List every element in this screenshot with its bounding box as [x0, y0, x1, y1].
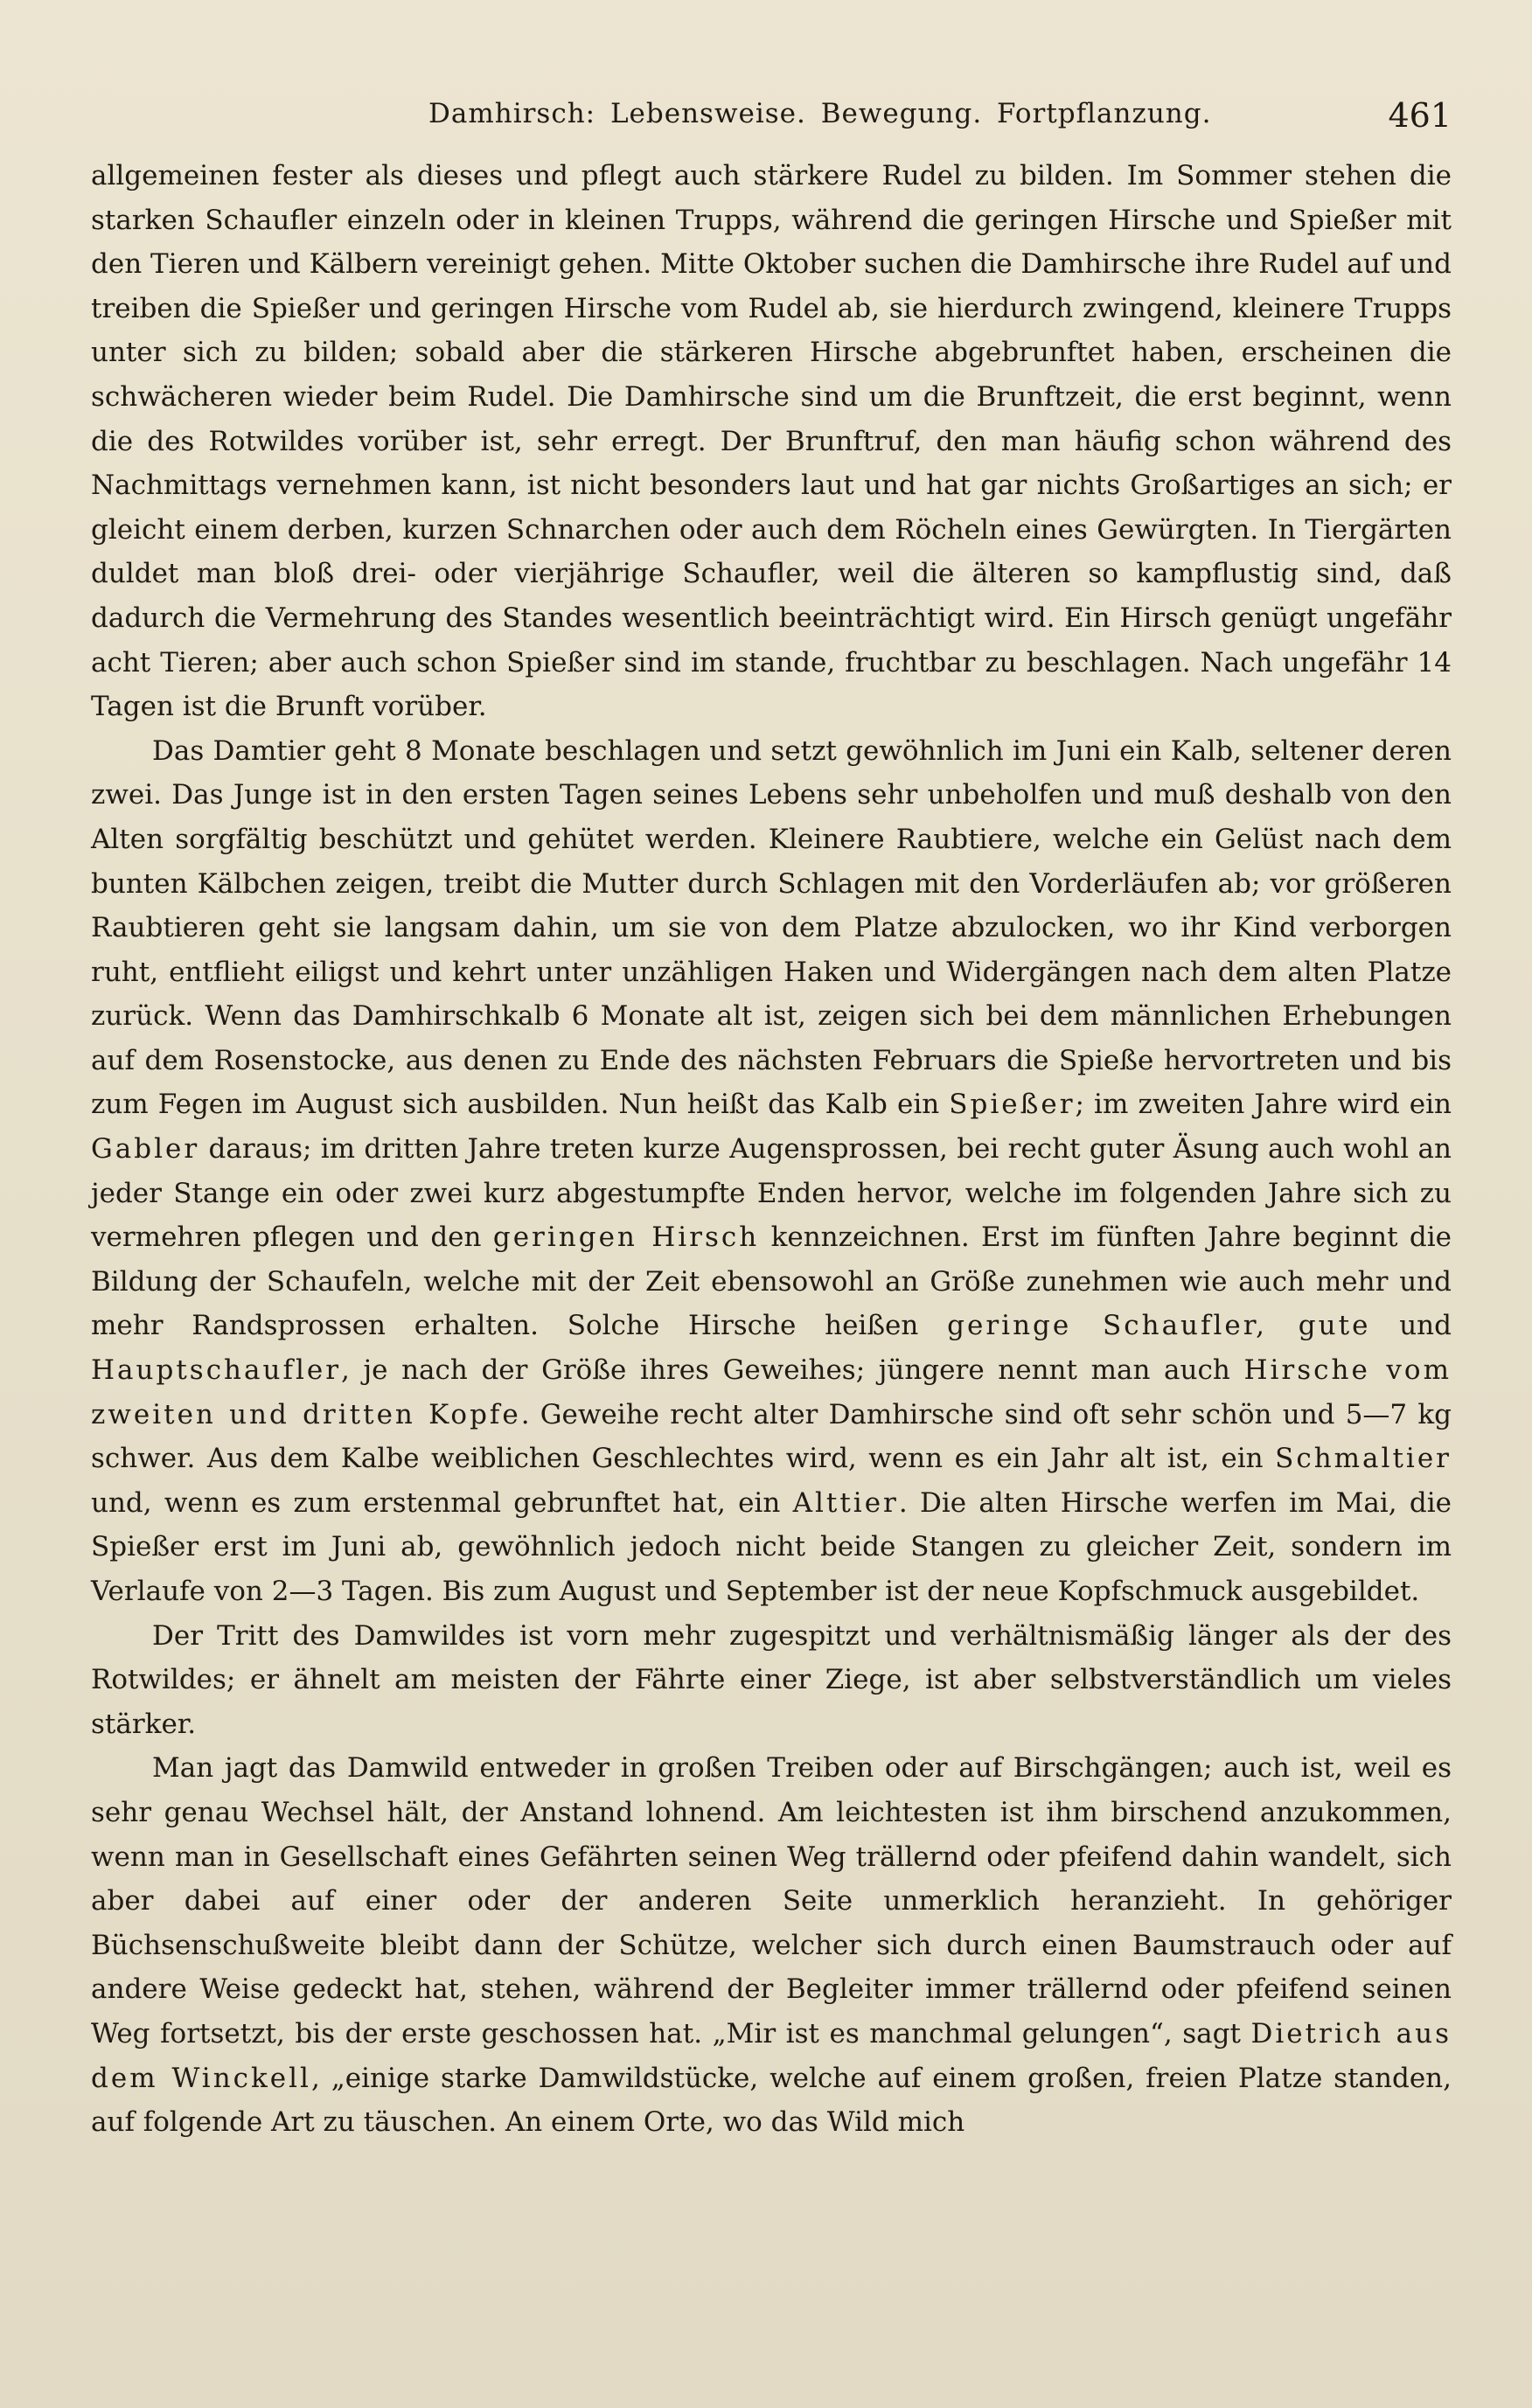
- paragraph-4: [91, 1746, 1452, 2144]
- spaced-term: Alttier: [792, 1486, 899, 1519]
- text-run: Man jagt das Damwild entweder in großen Treiben oder auf Birschgängen; auch ist, weil es sehr genau Wechsel hält, der Anstand lohnend. Am leichtesten ist ihm birschend anzukommen, wenn man in Gesellschaft eines Gefährten seinen Weg trällernd oder pfeifend dahin wandelt, sich aber dabei auf einer oder der anderen Seite unmerklich heranzieht. In gehöriger Büchsenschußweite bleibt dann der Schütze, welcher sich durch einen Baumstrauch oder auf andere Weise gedeckt hat, stehen, während der Begleiter immer trällernd oder pfeifend seinen Weg fortsetzt, bis der erste geschossen hat. „Mir ist es manchmal gelungen“, sagt: [91, 1752, 1452, 2050]
- spaced-term: geringe Schaufler, gute: [947, 1310, 1371, 1342]
- spaced-term: Dietrich aus dem Winckell: [91, 2017, 1452, 2094]
- text-run: . Die alten Hirsche werfen im Mai, die Spießer erst im Juni ab, gewöhnlich jedoch nicht beide Stangen zu gleicher Zeit, sondern im Verlaufe von 2—3 Tagen. Bis zum August und September ist der neue Kopfschmuck ausgebildet.: [91, 1486, 1452, 1607]
- text-run: und: [1370, 1310, 1452, 1342]
- running-head: [87, 84, 1453, 136]
- spaced-term: Schmaltier: [1275, 1443, 1452, 1475]
- body-text: [91, 154, 1452, 2145]
- paragraph-2: [91, 729, 1452, 1614]
- text-run: , je nach der Größe ihres Geweihes; jüngere nennt man auch: [341, 1354, 1244, 1387]
- text-run: Das Damtier geht 8 Monate beschlagen und setzt gewöhnlich im Juni ein Kalb, seltener deren zwei. Das Junge ist in den ersten Tagen seines Lebens sehr unbeholfen und muß deshalb von den Alten sorgfältig beschützt und gehütet werden. Kleinere Raubtiere, welche ein Gelüst nach dem bunten Kälbchen zeigen, treibt die Mutter durch Schlagen mit den Vorderläufen ab; vor größeren Raubtieren geht sie langsam dahin, um sie von dem Platze abzulocken, wo ihr Kind verborgen ruht, entflieht eiligst und kehrt unter unzähligen Haken und Widergängen nach dem alten Platze zurück. Wenn das Damhirschkalb 6 Monate alt ist, zeigen sich bei dem männlichen Erhebungen auf dem Rosenstocke, aus denen zu Ende des nächsten Februars die Spieße hervortreten und bis zum Fegen im August sich ausbilden. Nun heißt das Kalb ein: [91, 734, 1452, 1121]
- text-run: und, wenn es zum erstenmal gebrunftet hat, ein: [91, 1486, 793, 1519]
- text-run: , „einige starke Damwildstücke, welche auf einem großen, freien Platze standen, auf folgende Art zu täuschen. An einem Orte, wo das Wild mich: [91, 2062, 1452, 2139]
- page-number: 461: [1388, 96, 1452, 135]
- text-run: daraus; im dritten Jahre treten kurze Augensprossen, bei recht guter Äsung auch wohl an jeder Stange ein oder zwei kurz abgestumpfte Enden hervor, welche im folgenden Jahre sich zu vermehren pflegen und den: [91, 1133, 1452, 1254]
- spaced-term: Hauptschaufler: [91, 1354, 342, 1387]
- text-run: kennzeichnen. Erst im fünften Jahre beginnt die Bildung der Schaufeln, welche mit der Zeit ebensowohl an Größe zunehmen wie auch mehr und mehr Randsprossen erhalten. Solche Hirsche heißen: [91, 1221, 1452, 1342]
- spaced-term: Gabler: [91, 1133, 200, 1166]
- spaced-term: geringen Hirsch: [492, 1221, 760, 1254]
- spaced-term: Spießer: [949, 1089, 1076, 1121]
- paragraph-1: allgemeinen fester als dieses und pflegt auch stärkere Rudel zu bilden. Im Sommer stehen die starken Schaufler einzeln oder in kleinen Trupps, während die geringen Hirsche und Spießer mit den Tieren und Kälbern vereinigt gehen. Mitte Oktober suchen die Damhirsche ihre Rudel auf und treiben die Spießer und geringen Hirsche vom Rudel ab, sie hierdurch zwingend, kleinere Trupps unter sich zu bilden; sobald aber die stärkeren Hirsche abgebrunftet haben, erscheinen die schwächeren wieder beim Rudel. Die Damhirsche sind um die Brunftzeit, die erst beginnt, wenn die des Rotwildes vorüber ist, sehr erregt. Der Brunftruf, den man häufig schon während des Nachmittags vernehmen kann, ist nicht besonders laut und hat gar nichts Großartiges an sich; er gleicht einem derben, kurzen Schnarchen oder auch dem Röcheln eines Gewürgten. In Tiergärten duldet man bloß drei- oder vierjährige Schaufler, weil die älteren so kampflustig sind, daß dadurch die Vermehrung des Standes wesentlich beeinträchtigt wird. Ein Hirsch genügt ungefähr acht Tieren; aber auch schon Spießer sind im stande, fruchtbar zu beschlagen. Nach ungefähr 14 Tagen ist die Brunft vorüber.: [91, 160, 1452, 723]
- paragraph-3: Der Tritt des Damwildes ist vorn mehr zugespitzt und verhältnismäßig länger als der des Rotwildes; er ähnelt am meisten der Fährte einer Ziege, ist aber selbstverständlich um vieles stärker.: [91, 1619, 1452, 1740]
- text-run: ; im zweiten Jahre wird ein: [1075, 1089, 1452, 1121]
- text-run: . Geweihe recht alter Damhirsche sind oft sehr schön und 5—7 kg schwer. Aus dem Kalbe weiblichen Geschlechtes wird, wenn es ein Jahr alt ist, ein: [91, 1398, 1452, 1475]
- spaced-term: Hirsche vom zweiten und dritten Kopfe: [91, 1354, 1452, 1430]
- running-title: Damhirsch: Lebensweise. Bewegung. Fortpflanzung.: [428, 98, 1212, 129]
